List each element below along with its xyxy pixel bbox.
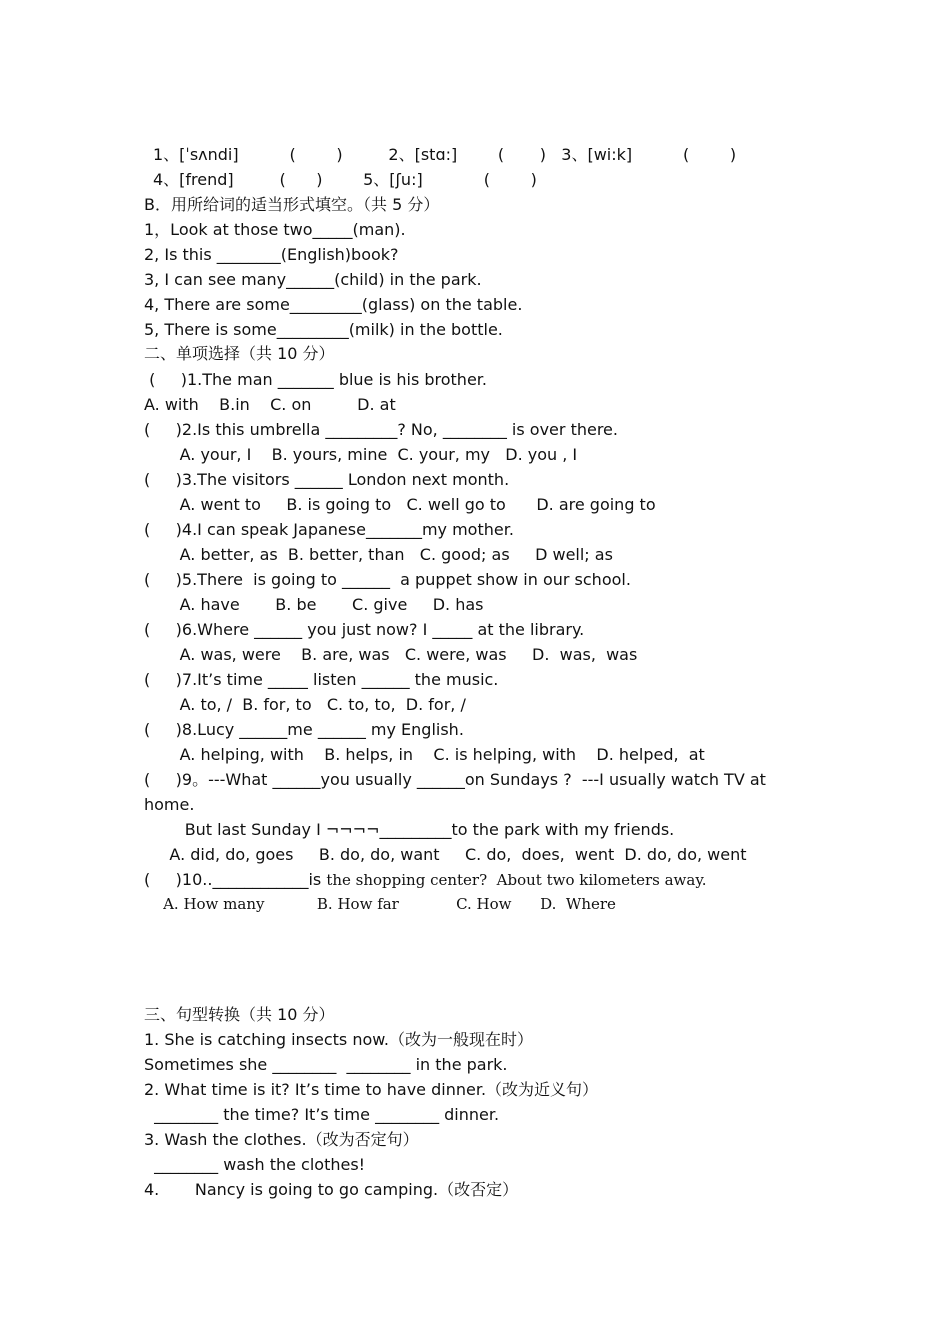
transform-line: 4. Nancy is going to go camping.（改否定） [144,1180,519,1199]
transform-line: 2. What time is it? It’s time to have dinner.（改为近义句） [144,1080,599,1099]
transform-line: 1. She is catching insects now.（改为一般现在时） [144,1030,533,1049]
section-b-item-3: 3, I can see many______(child) in the park. [144,270,482,289]
section-3-heading: 三、句型转换（共 10 分） [144,1005,335,1024]
mc-line: A. went to B. is going to C. well go to D. are going to [144,495,656,514]
section-b-item-5: 5, There is some_________(milk) in the bottle. [144,320,503,339]
mc-line: A. to, / B. for, to C. to, to, D. for, / [144,695,466,714]
mc-line: home. [144,795,195,814]
mc-q10-prefix: ( )10..____________is [144,870,327,889]
mc-line: ( )3.The visitors ______ London next month. [144,470,510,489]
mc-line: ( )1.The man _______ blue is his brother. [144,370,487,389]
phonetics-row-1: 1、[ˈsʌndi] ( ) 2、[stɑ:] ( ) 3、[wi:k] ( ) [153,145,737,164]
section-b-item-2: 2, Is this ________(English)book? [144,245,399,264]
mc-line: ( )8.Lucy ______me ______ my English. [144,720,464,739]
mc-line: A. was, were B. are, was C. were, was D. was, was [144,645,638,664]
mc-line: ( )7.It’s time _____ listen ______ the music. [144,670,499,689]
transform-line: ________ wash the clothes! [144,1155,366,1174]
mc-question-10 [144,870,707,890]
mc-line: A. did, do, goes B. do, do, want C. do, does, went D. do, do, went [144,845,747,864]
section-2-heading: 二、单项选择（共 10 分） [144,344,335,363]
mc-q10-options: A. How many B. How far C. How D. Where [144,895,616,913]
mc-line: ( )4.I can speak Japanese_______my mother. [144,520,514,539]
transform-line: ________ the time? It’s time ________ dinner. [144,1105,500,1124]
mc-line: A. your, I B. yours, mine C. your, my D. you , I [144,445,578,464]
mc-line: A. better, as B. better, than C. good; as D well; as [144,545,613,564]
mc-line: A. helping, with B. helps, in C. is helping, with D. helped, at [144,745,705,764]
transform-line: Sometimes she ________ ________ in the park. [144,1055,508,1074]
mc-line: ( )9。---What ______you usually ______on Sundays ? ---I usually watch TV at [144,770,766,789]
mc-line: A. have B. be C. give D. has [144,595,484,614]
transform-line: 3. Wash the clothes.（改为否定句） [144,1130,419,1149]
mc-line: But last Sunday I ¬¬¬¬_________to the park with my friends. [144,820,675,839]
section-b-heading: B．用所给词的适当形式填空。（共 5 分） [144,195,440,214]
mc-line: ( )2.Is this umbrella _________? No, ________ is over there. [144,420,618,439]
phonetics-row-2: 4、[frend] ( ) 5、[ʃu:] ( ) [153,170,537,189]
mc-line: A. with B.in C. on D. at [144,395,396,414]
mc-line: ( )5.There is going to ______ a puppet show in our school. [144,570,631,589]
mc-q10-rest: the shopping center? About two kilometers away. [326,871,707,889]
section-b-item-1: 1，Look at those two_____(man). [144,220,406,239]
section-b-item-4: 4, There are some_________(glass) on the table. [144,295,523,314]
mc-line: ( )6.Where ______ you just now? I _____ at the library. [144,620,585,639]
